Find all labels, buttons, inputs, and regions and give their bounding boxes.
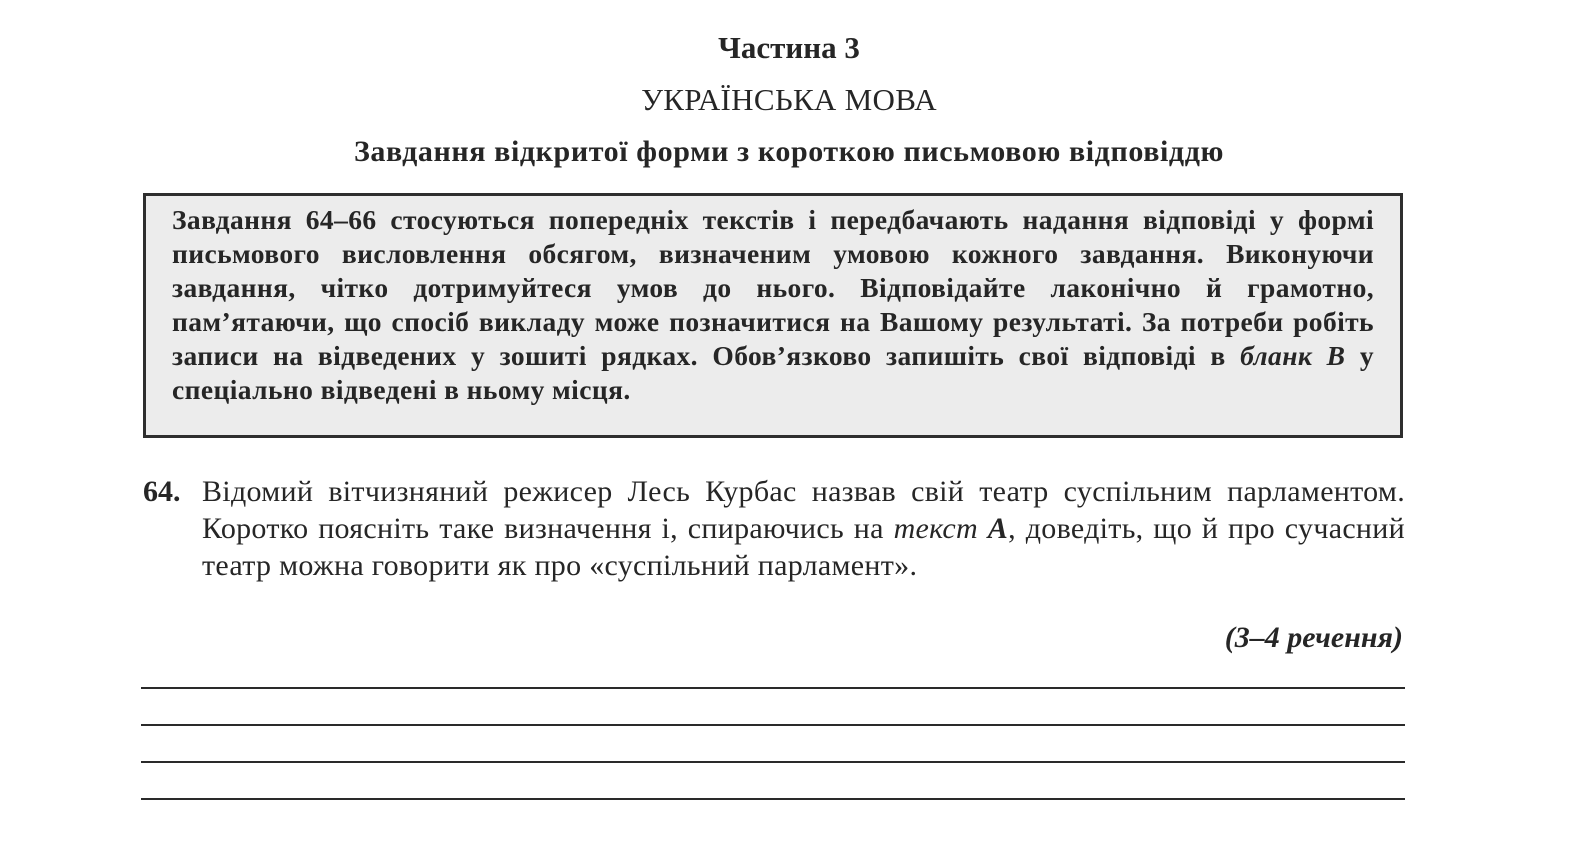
instructions-answer-sheet-name: бланк В [1240,340,1346,371]
task-64 [143,473,1405,584]
answer-line-4[interactable] [141,798,1405,800]
instructions-text-end: у спеціально відведені в ньому місця. [172,340,1374,405]
subject-title: УКРАЇНСЬКА МОВА [641,82,937,117]
part-title: Частина 3 [718,30,860,65]
task-text-reference: текст [893,512,978,545]
answer-length-hint: (3–4 речення) [1224,621,1403,654]
task-text [202,473,1405,584]
answer-line-3[interactable] [141,761,1405,763]
task-text-end: , доведіть, що й про сучасний театр можна говорити як про «суспільний парламент». [202,512,1405,582]
instructions-text [172,203,1374,407]
answer-line-2[interactable] [141,724,1405,726]
instructions-text-start: Завдання 64–66 стосуються попередніх текстів і передбачають надання відповіді у формі письмового висловлення обсягом, визначеним умовою кожного завдання. Виконуючи завдання, чітко дотримуйтеся умов до нього. Відповідайте лаконічно й грамотно, пам’ятаючи, що спосіб викладу може позначитися на Вашому результаті. За потреби робіть записи на відведених у зошиті рядках. Обов’язково запишіть свої відповіді в [172,204,1374,371]
answer-line-1[interactable] [141,687,1405,689]
instructions-box [143,193,1403,438]
task-number: 64. [143,475,181,508]
section-title: Завдання відкритої форми з короткою письмовою відповіддю [353,135,1225,168]
task-text-start: Відомий вітчизняний режисер Лесь Курбас назвав свій театр суспільним парламентом. Коротко поясніть таке визначення і, спираючись на [202,475,1405,545]
task-text-reference-letter: А [987,512,1009,545]
